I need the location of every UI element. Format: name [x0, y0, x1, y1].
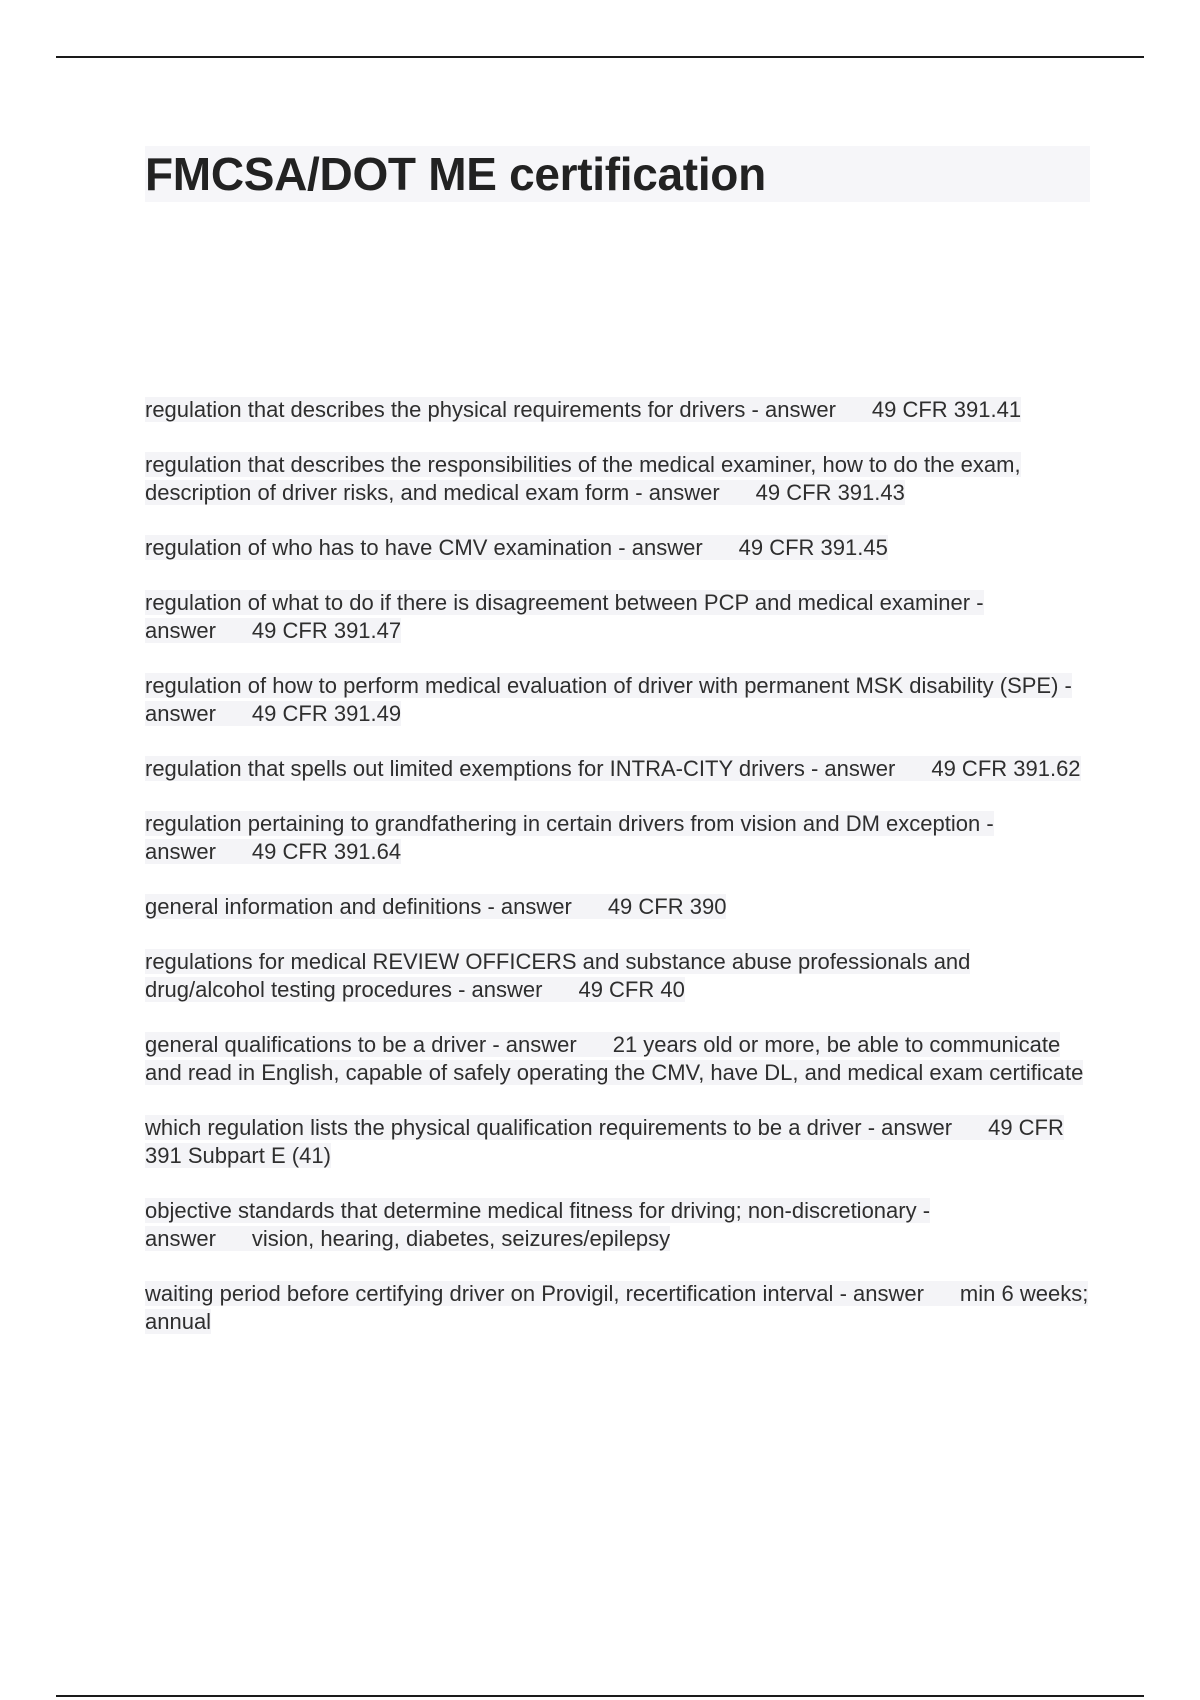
- top-rule: [56, 56, 1144, 58]
- answer-separator: - answer: [145, 673, 1072, 726]
- question-text: general qualifications to be a driver: [145, 1032, 487, 1057]
- answer-separator: - answer: [635, 480, 720, 505]
- answer-separator: - answer: [618, 535, 703, 560]
- flashcard: [145, 1197, 1095, 1253]
- flashcard: [145, 948, 1095, 1004]
- question-text: general information and definitions: [145, 894, 482, 919]
- answer-text: 49 CFR 40: [578, 977, 685, 1002]
- flashcard: [145, 1280, 1095, 1336]
- flashcard-text: [145, 535, 888, 560]
- answer-separator: - answer: [492, 1032, 577, 1057]
- answer-text: 49 CFR 390: [607, 894, 727, 919]
- flashcard-text: [145, 590, 984, 643]
- answer-separator: - answer: [810, 756, 896, 781]
- flashcard: [145, 451, 1095, 507]
- flashcard-text: [145, 673, 1072, 726]
- flashcard-text: [145, 756, 1081, 781]
- bottom-rule: [56, 1695, 1144, 1697]
- flashcard-text: [145, 1281, 1088, 1334]
- page-title: FMCSA/DOT ME certification: [145, 148, 766, 200]
- answer-text: 49 CFR 391.62: [931, 756, 1081, 781]
- answer-text: 49 CFR 391.45: [738, 535, 888, 560]
- flashcard: [145, 755, 1095, 783]
- question-text: regulation of how to perform medical evaluation of driver with permanent MSK disability (SPE): [145, 673, 1059, 698]
- question-text: regulation that describes the responsibilities of the medical examiner, how to do the exam, description of driver risks, and medical exam form: [145, 452, 1021, 505]
- flashcard-text: [145, 949, 970, 1002]
- question-text: regulation that describes the physical requirements for drivers: [145, 397, 746, 422]
- answer-separator: - answer: [867, 1115, 953, 1140]
- question-text: which regulation lists the physical qualification requirements to be a driver: [145, 1115, 862, 1140]
- answer-text: 49 CFR 391.64: [251, 839, 402, 864]
- question-text: regulation of who has to have CMV examination: [145, 535, 613, 560]
- flashcard-text: [145, 1198, 930, 1251]
- answer-separator: - answer: [145, 811, 994, 864]
- answer-text: 21 years old or more, be able to communicate and read in English, capable of safely operating the CMV, have DL, and medical exam certificate: [145, 1032, 1084, 1085]
- answer-text: 49 CFR 391.49: [251, 701, 402, 726]
- answer-separator: - answer: [145, 1198, 931, 1251]
- flashcard-text: [145, 1115, 1064, 1168]
- question-text: regulation pertaining to grandfathering in certain drivers from vision and DM exception: [145, 811, 981, 836]
- answer-separator: - answer: [487, 894, 572, 919]
- flashcard-text: [145, 397, 1021, 422]
- flashcard: [145, 893, 1095, 921]
- answer-separator: - answer: [751, 397, 836, 422]
- question-text: regulation that spells out limited exemptions for INTRA-CITY drivers: [145, 756, 805, 781]
- flashcard: [145, 672, 1095, 728]
- answer-text: vision, hearing, diabetes, seizures/epilepsy: [251, 1226, 671, 1251]
- flashcard: [145, 534, 1095, 562]
- flashcard: [145, 1114, 1095, 1170]
- flashcard: [145, 1031, 1095, 1087]
- answer-text: 49 CFR 391.43: [755, 480, 905, 505]
- flashcard-text: [145, 811, 994, 864]
- question-text: regulations for medical REVIEW OFFICERS and substance abuse professionals and drug/alcohol testing procedures: [145, 949, 971, 1002]
- answer-text: 49 CFR 391.47: [251, 618, 402, 643]
- answer-separator: - answer: [839, 1281, 924, 1306]
- flashcard: [145, 396, 1095, 424]
- answer-text: 49 CFR 391 Subpart E (41): [145, 1115, 1064, 1168]
- flashcard-text: [145, 452, 1021, 505]
- question-text: objective standards that determine medical fitness for driving; non-discretionary: [145, 1198, 917, 1223]
- flashcard-text: [145, 894, 726, 919]
- flashcard: [145, 589, 1095, 645]
- question-text: waiting period before certifying driver on Provigil, recertification interval: [145, 1281, 834, 1306]
- flashcard-list: [145, 396, 1095, 1363]
- answer-text: 49 CFR 391.41: [871, 397, 1022, 422]
- flashcard: [145, 810, 1095, 866]
- answer-text: min 6 weeks; annual: [145, 1281, 1089, 1334]
- answer-separator: - answer: [458, 977, 543, 1002]
- answer-separator: - answer: [145, 590, 984, 643]
- flashcard-text: [145, 1032, 1083, 1085]
- question-text: regulation of what to do if there is disagreement between PCP and medical examiner: [145, 590, 971, 615]
